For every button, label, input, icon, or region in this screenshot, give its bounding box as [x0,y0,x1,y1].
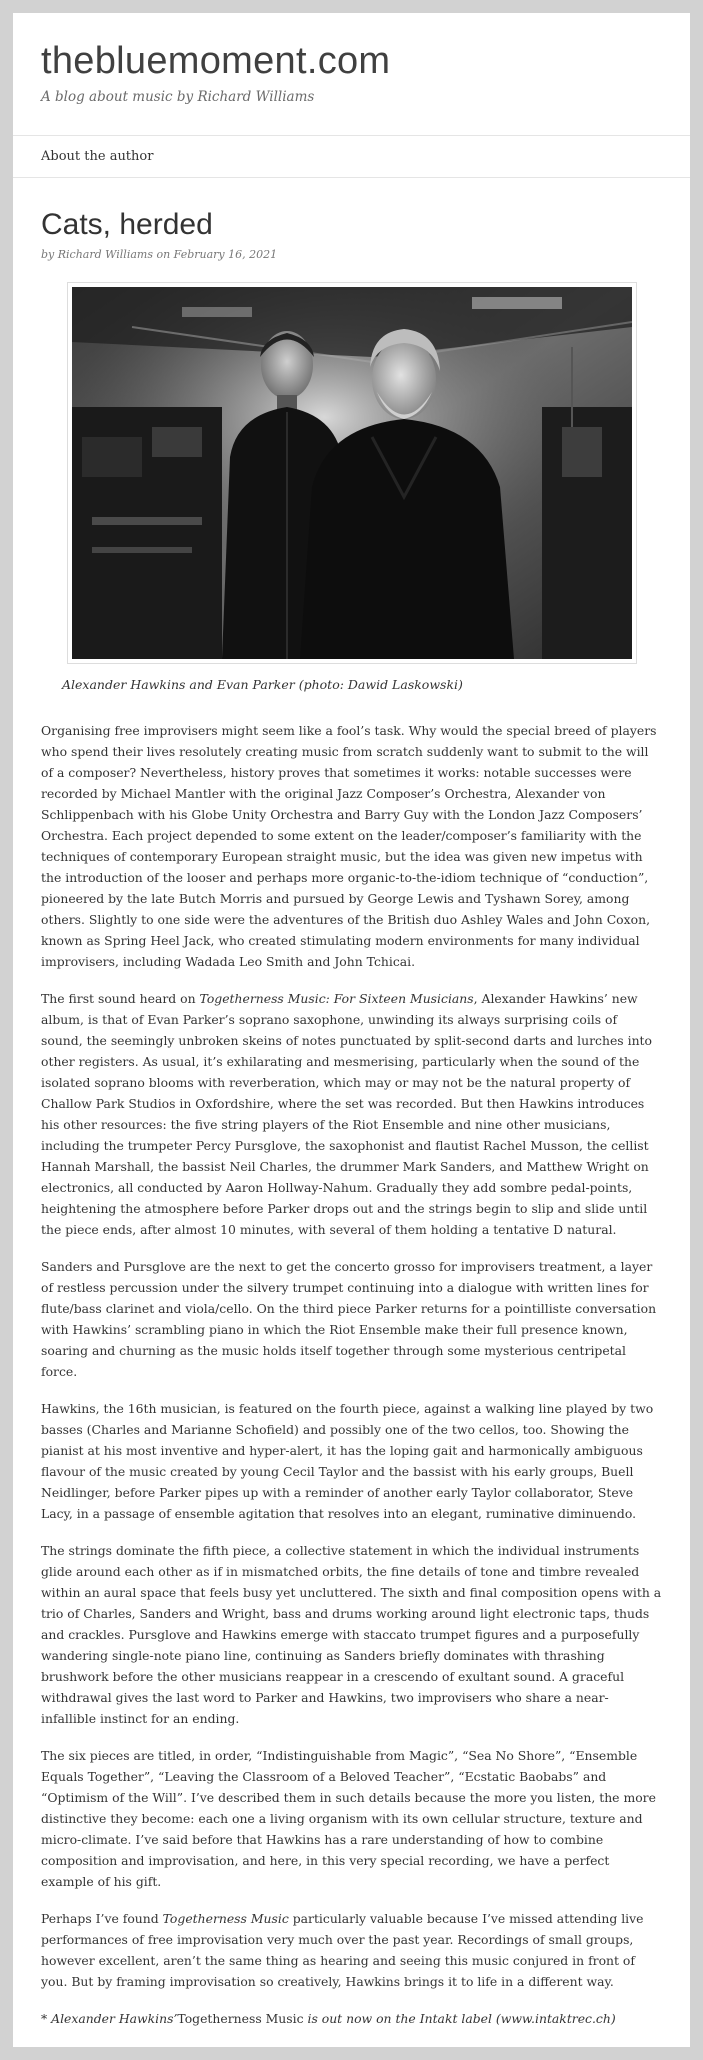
site-header [13,13,690,105]
paragraph-5: The strings dominate the fifth piece, a collective statement in which the individual instruments glide around each other as if in mismatched orbits, the fine details of tone and timbre revealed within an aural space that feels busy yet uncluttered. The sixth and final composition opens with a trio of Charles, Sanders and Wright, bass and drums working around light electronic taps, thuds and crackles. Pursglove and Hawkins emerge with staccato trumpet figures and a purposefully wandering single-note piano line, continuing as Sanders briefly dominates with thrashing brushwork before the other musicians reappear in a crescendo of exultant sound. A graceful withdrawal gives the last word to Parker and Hawkins, two improvisers who share a near-infallible instinct for an ending. [41,1542,662,1726]
paragraph-2-text-b: , Alexander Hawkins’ new album, is that of Evan Parker’s soprano saxophone, unwinding its always surprising coils of sound, the seemingly unbroken skeins of notes punctuated by split-second darts and lurches into other registers. As usual, it’s exhilarating and mesmerising, particularly when the sound of the isolated soprano blooms with reverberation, which may or may not be the natural property of Challow Park Studios in Oxfordshire, where the set was recorded. But then Hawkins introduces his other resources: the five string players of the Riot Ensemble and nine other musicians, including the trumpeter Percy Pursglove, the saxophonist and flautist Rachel Musson, the cellist Hannah Marshall, the bassist Neil Charles, the drummer Mark Sanders, and Matthew Wright on electronics, all conducted by Aaron Hollway-Nahum. Gradually they add sombre pedal-points, heightening the atmosphere before Parker drops out and the strings begin to slip and slide until the piece ends, after almost 10 minutes, with several of them holding a tentative D natural. [41,990,652,1237]
footnote-text-c: is out now on the Intakt label (www.intaktrec.ch) [303,2010,616,2026]
footnote [41,2008,662,2029]
paragraph-1: Organising free improvisers might seem like a fool’s task. Why would the special breed of players who spend their lives resolutely creating music from scratch suddenly want to submit to the will of a composer? Nevertheless, history proves that sometimes it works: notable successes were recorded by Michael Mantler with the original Jazz Composer’s Orchestra, Alexander von Schlippenbach with his Globe Unity Orchestra and Barry Guy with the London Jazz Composers’ Orchestra. Each project depended to some extent on the leader/composer’s familiarity with the techniques of contemporary European straight music, but the idea was given new impetus with the introduction of the looser and perhaps more organic-to-the-idiom technique of “conduction”, pioneered by the late Butch Morris and pursued by George Lewis and Tyshawn Sorey, among others. Slightly to one side were the adventures of the British duo Ashley Wales and John Coxon, known as Spring Heel Jack, who created stimulating modern environments for many individual improvisers, including Wadada Leo Smith and John Tchicai. [41,722,657,969]
page [13,13,690,2047]
site-title-link[interactable]: thebluemoment.com [41,40,391,82]
site-description: A blog about music by Richard Williams [41,88,315,105]
paragraph-2 [41,988,662,1240]
album-title-short: Togetherness Music [162,1910,289,1926]
paragraph-7 [41,1908,662,1992]
footnote-text-a: * Alexander Hawkins’ [41,2010,178,2026]
post-figure [41,282,662,692]
musicians-photo [72,287,632,659]
paragraph-7-text-b: particularly valuable because I’ve missed attending live performances of free improvisation very much over the past year. Recordings of small groups, however excellent, aren’t the same thing as hearing and seeing this music conjured in front of you. But by framing improvisation so creatively, Hawkins brings it to life in a different way. [41,1910,644,1989]
photo-caption: Alexander Hawkins and Evan Parker (photo: Dawid Laskowski) [62,676,463,692]
paragraph-2-text-a: The first sound heard on [41,990,200,1006]
post-body [41,720,662,2029]
album-title: Togetherness Music: For Sixteen Musicians [199,990,474,1006]
post-title: Cats, herded [41,207,213,241]
post [13,178,690,2029]
post-meta: by Richard Williams on February 16, 2021 [41,247,278,261]
paragraph-6: The six pieces are titled, in order, “Indistinguishable from Magic”, “Sea No Shore”, “Ensemble Equals Together”, “Leaving the Classroom of a Beloved Teacher”, “Ecstatic Baobabs” and “Optimism of the Will”. I’ve described them in such details because the more you listen, the more distinctive they become: each one a living organism with its own cellular structure, texture and micro-climate. I’ve said before that Hawkins has a rare understanding of how to combine composition and improvisation, and here, in this very special recording, we have a perfect example of his gift. [41,1747,656,1889]
nav-about-link[interactable]: About the author [41,148,154,164]
paragraph-4: Hawkins, the 16th musician, is featured on the fourth piece, against a walking line played by two basses (Charles and Marianne Schofield) and possibly one of the two cellos, too. Showing the pianist at his most inventive and hyper-alert, it has the loping gait and harmonically ambiguous flavour of the music created by young Cecil Taylor and the bassist with his early groups, Buell Neidlinger, before Parker pipes up with a reminder of another early Taylor collaborator, Steve Lacy, in a passage of ensemble agitation that resolves into an elegant, ruminative diminuendo. [41,1400,654,1521]
paragraph-7-text-a: Perhaps I’ve found [41,1910,163,1926]
photo-frame [67,282,637,664]
footnote-album: Togetherness Music [177,2010,304,2026]
paragraph-3: Sanders and Pursglove are the next to get the concerto grosso for improvisers treatment, a layer of restless percussion under the silvery trumpet continuing into a dialogue with written lines for flute/bass clarinet and viola/cello. On the third piece Parker returns for a pointilliste conversation with Hawkins’ scrambling piano in which the Riot Ensemble make their full presence known, soaring and churning as the music holds itself together through some mysterious centripetal force. [41,1258,657,1379]
main-nav [13,135,690,178]
